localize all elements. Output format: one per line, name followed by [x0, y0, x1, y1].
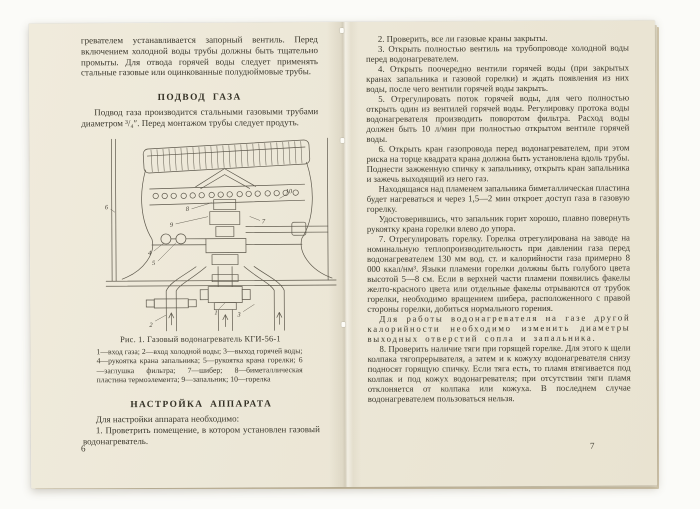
paragraph: 5. Отрегулировать поток горячей воды, для чего полностью открыть один из вентилей горячей воды. Регулировку протока воды водонагревателя производить поворотом фильтра. Расход воды должен быть 10 л/мин при полностью открытом вентиле горячей воды. [366, 92, 630, 144]
paragraph: 4. Открыть поочередно вентили горячей воды (при закрытых кранах запальника и газовой горелки) и ждать появления из них воды, после чего вентили горячей воды закрыть. [366, 62, 630, 94]
diagram-label: 7 [261, 218, 266, 226]
water-heater-line-drawing [103, 136, 338, 335]
section-heading-setup: НАСТРОЙКА АППАРАТА [130, 399, 273, 411]
section-heading-gas-supply: ПОДВОД ГАЗА [157, 92, 242, 103]
diagram-label: 2 [149, 321, 153, 330]
setup-paragraphs [83, 413, 320, 447]
diagram-label: 3 [237, 311, 241, 319]
figure-caption-legend: 1—вход газа; 2—вход холодной воды; 3—выход горячей воды; 4—рукоятка крана запальника; 5—рукоятка крана горелки; 6—заглушка фильтра; 7—шибер; 8—биметаллическая пластина термоэлемента; 9—запальник; 10—горелка [96, 346, 303, 385]
paragraph: Для настройки аппарата необходимо: [95, 413, 240, 425]
diagram-label: 1 [214, 309, 218, 317]
diagram-label: 8 [185, 205, 190, 213]
diagram-label: 9 [169, 221, 174, 229]
instruction-list [366, 33, 631, 404]
page-number-right: 7 [589, 440, 595, 451]
binding-thread [340, 28, 344, 33]
binding-thread [341, 322, 345, 327]
figure-caption-title: Рис. 1. Газовый водонагреватель КГИ-56-1 [120, 334, 281, 345]
paragraph: 8. Проверить наличие тяги при горящей горелке. Для этого к щели колпака тягопрерывателя, а затем и к кожуху водонагревателя снизу подносят горящую спичку. Если тяга есть, то пламя втягивается под колпак и под кожух водонагревателя; при отсутствии тяги пламя отклоняется от колпака или кожуха. В последнем случае водонагревателем пользоваться нельзя. [367, 342, 631, 404]
diagram-label: 4 [147, 250, 152, 258]
paragraph: 3. Открыть полностью вентиль на трубопроводе холодной воды перед водонагревателем. [365, 42, 629, 64]
paragraph-continued: гревателем устанавливается запорный вентиль. Перед включением холодной воды трубы должны быть тщательно промыты. Для отвода горячей воды следует применять стальные газовые или оцинкованные полудюймовые трубы. [80, 34, 319, 78]
right-page [342, 20, 657, 487]
paragraph-gas-supply: Подвод газа производится стальными газовыми трубами диаметром ³/₄″. Перед монтажом трубы следует продуть. [81, 106, 319, 129]
paragraph: Для работы водонагревателя на газе другой калорийности необходимо изменить диаметры выходных отверстий сопла и запальника. [367, 312, 631, 344]
open-book [29, 20, 657, 488]
figure-diagram-water-heater [103, 136, 338, 335]
diagram-label: 6 [104, 204, 109, 212]
left-page [29, 22, 344, 489]
page-number-left: 6 [80, 443, 86, 454]
paragraph: 6. Открыть кран газопровода перед водонагревателем, при этом риска на торце квадрата крана должна быть установлена вдоль трубы. Поднести зажженную спичку к запальнику, открыть кран запальника и зажечь выходящий из него газ. [366, 142, 630, 184]
paragraph: 7. Отрегулировать горелку. Горелка отрегулирована на заводе на номинальную теплопроизводительность при давлении газа перед водонагревателем 130 мм вод. ст. и калорийности газа примерно 8 000 ккал/нм³. Языки пламени горелки должны быть голубого цвета высотой 5—8 см. Если в верхней части пламени появились факелы желто-красного цвета или отдельные факелы отрываются от трубок горелки, необходимо вращением шибера, расположенного с правой стороны горелки, добиться нормального горения. [366, 232, 631, 314]
diagram-label: 10 [285, 188, 293, 196]
binding-thread [340, 138, 344, 143]
paragraph: Находящаяся над пламенем запальника биметаллическая пластина будет нагреваться и через 1,5—2 мин откроет доступ газа в газовую горелку. [366, 182, 630, 214]
paragraph: Удостоверившись, что запальник горит хорошо, плавно повернуть рукоятку крана горелки влево до упора. [366, 212, 630, 234]
diagram-label: 5 [152, 259, 156, 267]
paragraph: 1. Проветрить помещение, в котором установлен газовый водонагреватель. [82, 424, 320, 447]
paragraph: 2. Проверить, все ли газовые краны закрыты. [377, 32, 548, 44]
